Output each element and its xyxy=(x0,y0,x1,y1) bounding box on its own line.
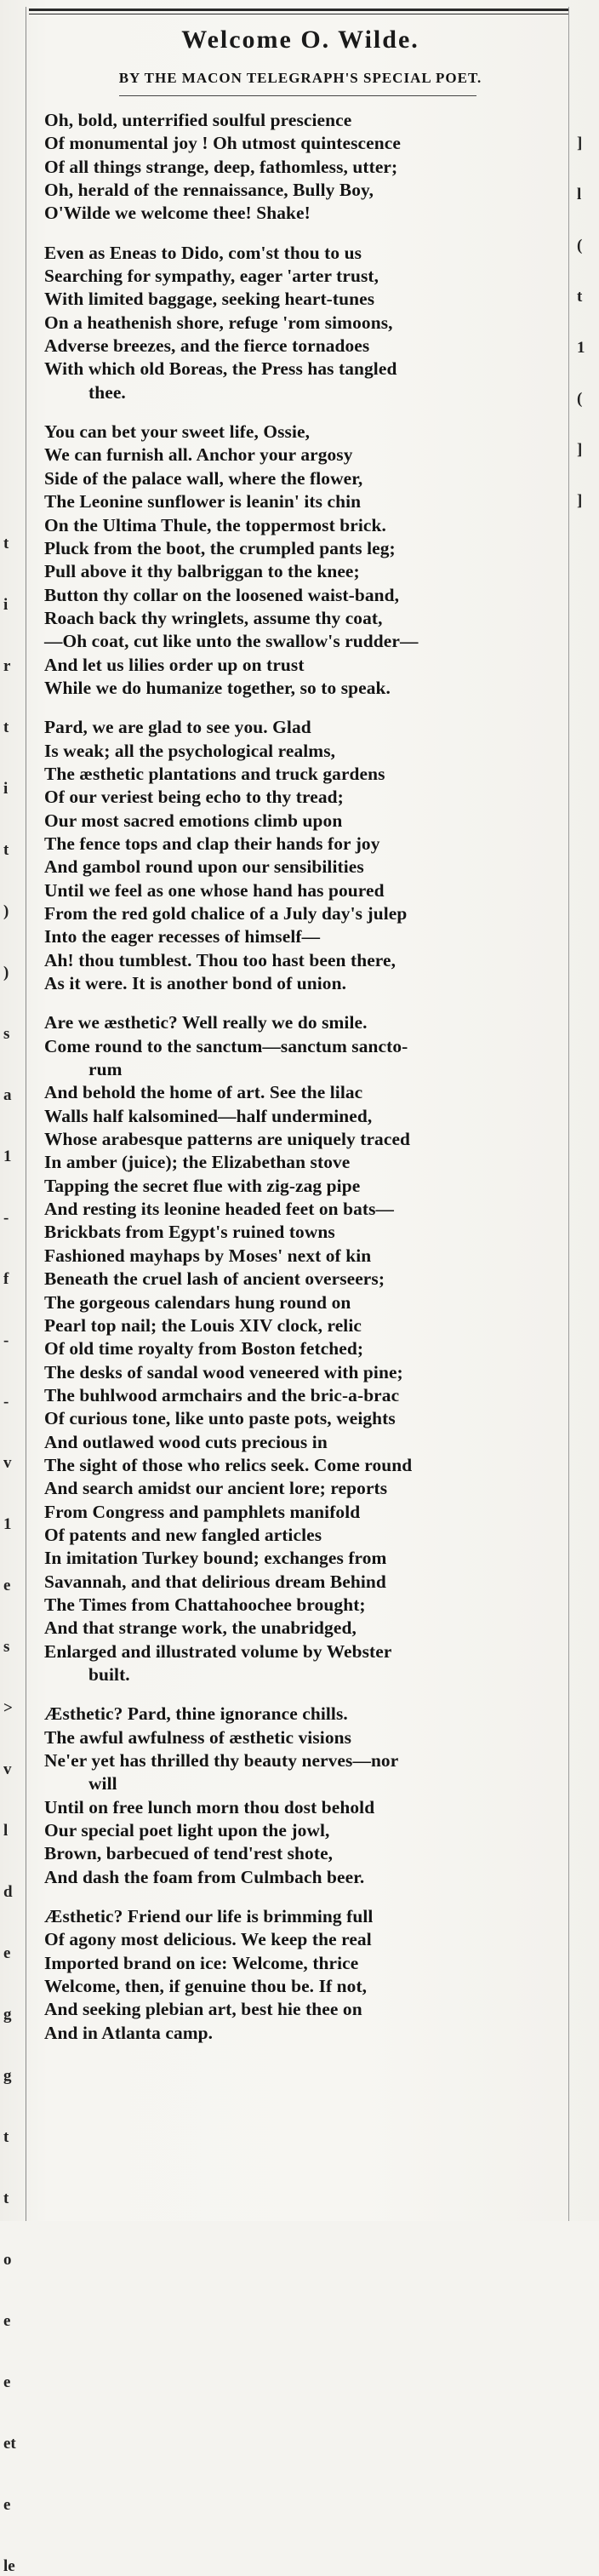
poem-line: In amber (juice); the Elizabethan stove xyxy=(44,1152,351,1173)
margin-fragment: i xyxy=(3,596,9,614)
poem-line: O'Wilde we welcome thee! Shake! xyxy=(44,203,311,224)
poem-line: We can furnish all. Anchor your argosy xyxy=(44,444,353,466)
margin-fragment: - xyxy=(3,1331,9,1349)
stanza xyxy=(44,1905,555,2045)
margin-fragment: v xyxy=(3,1454,12,1472)
margin-fragment: l xyxy=(3,1822,9,1840)
poem-line: Pearl top nail; the Louis XIV clock, relic xyxy=(44,1314,362,1336)
margin-fragment: o xyxy=(3,2251,12,2269)
poem-body xyxy=(44,109,555,2061)
poem-line: Pluck from the boot, the crumpled pants leg; xyxy=(44,537,396,558)
margin-fragment: t xyxy=(577,288,583,306)
poem-line: The Leonine sunflower is leanin' its chin xyxy=(44,491,362,512)
margin-fragment: s xyxy=(3,1025,10,1043)
poem-line: Imported brand on ice: Welcome, thrice xyxy=(44,1952,359,1973)
margin-fragment: e xyxy=(3,2312,11,2330)
poem-line: Brickbats from Egypt's ruined towns xyxy=(44,1222,335,1243)
poem-line: Oh, herald of the rennaissance, Bully Boy, xyxy=(44,180,374,201)
poem-line: Side of the palace wall, where the flower, xyxy=(44,467,363,489)
poem-line: Of old time royalty from Boston fetched; xyxy=(44,1338,364,1360)
margin-fragment: > xyxy=(3,1699,13,1717)
poem-line: From Congress and pamphlets manifold xyxy=(44,1501,361,1522)
poem-line: Our most sacred emotions climb upon xyxy=(44,810,343,831)
margin-fragment: 1 xyxy=(3,1148,12,1165)
poem-line: Of our veriest being echo to thy tread; xyxy=(44,787,344,808)
margin-fragment: d xyxy=(3,1883,13,1901)
poem-line: Æsthetic? Friend our life is brimming full xyxy=(44,1906,374,1927)
poem-line: Into the eager recesses of himself— xyxy=(44,926,321,947)
poem-line: And outlawed wood cuts precious in xyxy=(44,1431,328,1452)
margin-fragment: t xyxy=(3,718,9,736)
poem-line: Brown, barbecued of tend'rest shote, xyxy=(44,1843,334,1864)
stanza xyxy=(44,242,555,404)
poem-line: Æsthetic? Pard, thine ignorance chills. xyxy=(44,1703,348,1725)
poem-line: Savannah, and that delirious dream Behind xyxy=(44,1571,386,1592)
poem-line: The æsthetic plantations and truck gardens xyxy=(44,763,385,784)
margin-fragment: t xyxy=(3,2190,9,2207)
margin-fragment: 1 xyxy=(577,339,585,357)
poem-line: thee. xyxy=(88,381,126,403)
poem-line: The gorgeous calendars hung round on xyxy=(44,1291,351,1313)
margin-fragment: ) xyxy=(3,964,9,982)
poem-line: Fashioned mayhaps by Moses' next of kin xyxy=(44,1245,372,1266)
poem-line: built. xyxy=(88,1664,130,1685)
margin-fragment: g xyxy=(3,2006,12,2024)
stanza xyxy=(44,716,555,995)
poem-line: And search amidst our ancient lore; reports xyxy=(44,1478,388,1499)
margin-fragment: e xyxy=(3,1577,11,1594)
poem-line: Ne'er yet has thrilled thy beauty nerves—nor xyxy=(44,1750,399,1772)
poem-line: Beneath the cruel lash of ancient overseers; xyxy=(44,1268,385,1290)
poem-line: will xyxy=(88,1773,117,1795)
poem-line: Button thy collar on the loosened waist-band, xyxy=(44,584,400,605)
poem-line: From the red gold chalice of a July day's julep xyxy=(44,903,408,924)
margin-fragment: - xyxy=(3,1393,9,1411)
stanza xyxy=(44,1011,555,1686)
poem-line: Roach back thy wringlets, assume thy coat, xyxy=(44,607,383,628)
poem-line: Of agony most delicious. We keep the real xyxy=(44,1929,372,1950)
poem-line: And resting its leonine headed feet on bats— xyxy=(44,1199,395,1220)
margin-fragment: v xyxy=(3,1760,12,1778)
stanza xyxy=(44,421,555,700)
poem-line: And seeking plebian art, best hie thee on xyxy=(44,1999,362,2020)
stanza xyxy=(44,1703,555,1889)
poem-line: The fence tops and clap their hands for joy xyxy=(44,833,380,854)
poem-line: The desks of sandal wood veneered with pine; xyxy=(44,1361,403,1382)
poem-line: The sight of those who relics seek. Come round xyxy=(44,1454,413,1475)
poem-line: rum xyxy=(88,1059,123,1080)
stanza xyxy=(44,109,555,226)
poem-line: Welcome, then, if genuine thou be. If not, xyxy=(44,1976,368,1997)
poem-line: Of monumental joy ! Oh utmost quintescence xyxy=(44,133,401,154)
poem-line: Walls half kalsomined—half undermined, xyxy=(44,1105,373,1126)
column-rule-right xyxy=(568,7,569,2221)
poem-line: Oh, bold, unterrified soulful prescience xyxy=(44,110,352,130)
margin-fragment: - xyxy=(3,1209,9,1227)
top-rule xyxy=(29,9,568,11)
margin-fragment: ] xyxy=(577,492,583,510)
margin-fragment: ( xyxy=(577,237,583,255)
poem-line: With limited baggage, seeking heart-tunes xyxy=(44,289,375,310)
poem-line: And gambol round upon our sensibilities xyxy=(44,856,364,878)
poem-line: You can bet your sweet life, Ossie, xyxy=(44,421,311,443)
poem-line: Until we feel as one whose hand has poured xyxy=(44,879,385,901)
title-divider xyxy=(119,95,476,96)
margin-fragment: g xyxy=(3,2067,12,2085)
poem-line: Searching for sympathy, eager 'arter trust, xyxy=(44,266,379,287)
article-byline: BY THE MACON TELEGRAPH'S SPECIAL POET. xyxy=(118,70,482,86)
poem-line: Of all things strange, deep, fathomless, utter; xyxy=(44,156,398,177)
poem-line: Pard, we are glad to see you. Glad xyxy=(44,717,311,738)
poem-line: Until on free lunch morn thou dost behold xyxy=(44,1796,375,1818)
poem-line: Of patents and new fangled articles xyxy=(44,1524,322,1545)
margin-fragment: s xyxy=(3,1638,10,1656)
poem-line: And dash the foam from Culmbach beer. xyxy=(44,1866,365,1887)
margin-fragment: ] xyxy=(577,441,583,459)
poem-line: Pull above it thy balbriggan to the knee; xyxy=(44,561,360,582)
poem-line: Even as Eneas to Dido, com'st thou to us xyxy=(44,242,362,263)
article-title: Welcome O. Wilde. xyxy=(181,26,419,54)
margin-fragment: i xyxy=(3,780,9,798)
poem-line: And that strange work, the unabridged, xyxy=(44,1617,357,1639)
margin-fragment: e xyxy=(3,2373,11,2391)
margin-fragment: f xyxy=(3,1270,9,1288)
poem-line: Come round to the sanctum—sanctum sancto- xyxy=(44,1035,408,1056)
poem-line: Whose arabesque patterns are uniquely traced xyxy=(44,1129,411,1150)
poem-line: Adverse breezes, and the fierce tornadoes xyxy=(44,335,370,357)
margin-fragment: ] xyxy=(577,135,583,152)
margin-fragment: e xyxy=(3,1944,11,1962)
poem-line: Ah! thou tumblest. Thou too hast been there, xyxy=(44,949,396,970)
poem-line: On the Ultima Thule, the toppermost brick. xyxy=(44,514,386,535)
margin-fragment: t xyxy=(3,2128,9,2146)
poem-line: The buhlwood armchairs and the bric-a-brac xyxy=(44,1384,400,1405)
margin-fragment: e xyxy=(3,2496,11,2514)
margin-fragment: l xyxy=(577,186,582,203)
poem-line: —Oh coat, cut like unto the swallow's rudder— xyxy=(44,631,419,652)
margin-fragment: ) xyxy=(3,902,9,920)
poem-line: Enlarged and illustrated volume by Webster xyxy=(44,1640,392,1662)
poem-line: In imitation Turkey bound; exchanges from xyxy=(44,1548,387,1569)
poem-line: As it were. It is another bond of union. xyxy=(44,973,347,994)
poem-line: The awful awfulness of æsthetic visions xyxy=(44,1726,352,1748)
poem-line: While we do humanize together, so to speak. xyxy=(44,677,391,698)
margin-fragment: ( xyxy=(577,390,583,408)
margin-fragment: t xyxy=(3,535,9,552)
poem-line: Is weak; all the psychological realms, xyxy=(44,740,336,761)
margin-fragment: le xyxy=(3,2557,15,2575)
poem-line: On a heathenish shore, refuge 'rom simoons, xyxy=(44,312,393,333)
poem-line: And let us lilies order up on trust xyxy=(44,654,305,675)
margin-fragment: r xyxy=(3,657,11,675)
margin-fragment: a xyxy=(3,1086,12,1104)
poem-line: With which old Boreas, the Press has tangled xyxy=(44,358,397,380)
margin-fragment: 1 xyxy=(3,1515,12,1533)
poem-line: Of curious tone, like unto paste pots, weights xyxy=(44,1408,396,1429)
poem-line: Are we æsthetic? Well really we do smile. xyxy=(44,1012,368,1033)
poem-line: And in Atlanta camp. xyxy=(44,2022,214,2043)
margin-fragment: et xyxy=(3,2435,16,2453)
poem-line: And behold the home of art. See the lilac xyxy=(44,1082,363,1103)
poem-line: The Times from Chattahoochee brought; xyxy=(44,1594,366,1615)
poem-line: Our special poet light upon the jowl, xyxy=(44,1820,330,1841)
margin-fragment: t xyxy=(3,841,9,859)
poem-line: Tapping the secret flue with zig-zag pipe xyxy=(44,1175,361,1196)
